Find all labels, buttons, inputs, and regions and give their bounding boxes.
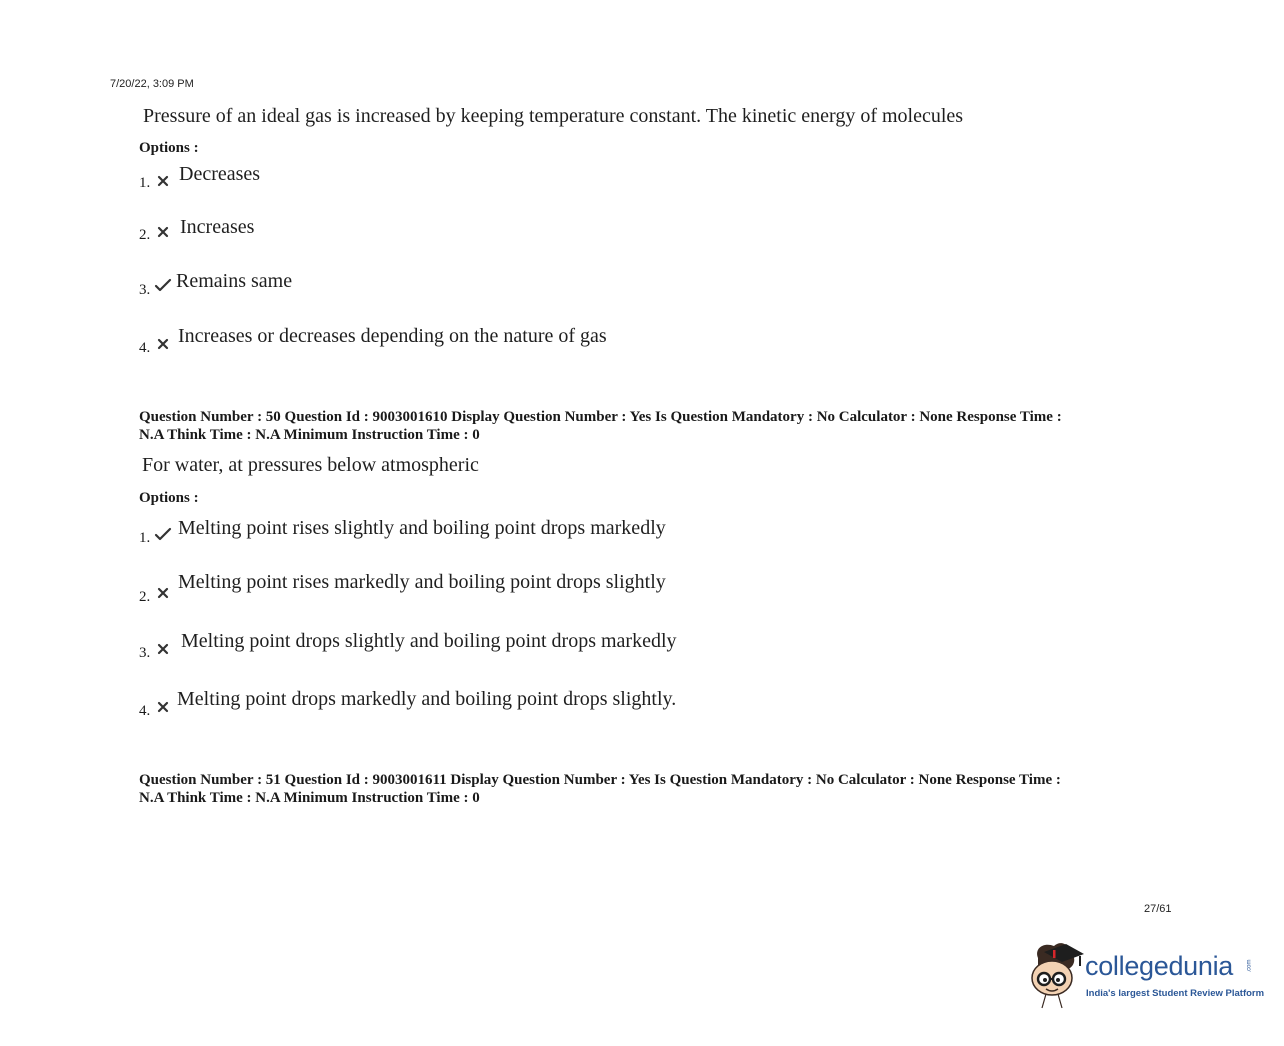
q49-option-1-text: Decreases bbox=[179, 163, 261, 185]
q49-option-4-text: Increases or decreases depending on the nature of gas bbox=[178, 325, 607, 347]
q50-option-3-text: Melting point drops slightly and boiling point drops markedly bbox=[181, 630, 677, 652]
brand-tagline: India's largest Student Review Platform bbox=[1086, 988, 1265, 999]
cross-mark-icon bbox=[156, 700, 170, 714]
q49-option-2-text: Increases bbox=[180, 216, 255, 238]
q50-option-4-text: Melting point drops markedly and boiling point drops slightly. bbox=[177, 688, 677, 710]
q49-option-3-number: 3. bbox=[139, 282, 151, 298]
question-49-text: Pressure of an ideal gas is increased by keeping temperature constant. The kinetic energy of molecules bbox=[143, 105, 964, 127]
cross-mark-icon bbox=[156, 642, 170, 656]
check-mark-icon bbox=[154, 527, 172, 541]
cross-mark-icon bbox=[156, 586, 170, 600]
question-50-meta-line-2: N.A Think Time : N.A Minimum Instruction Time : 0 bbox=[139, 427, 480, 443]
question-51-meta bbox=[139, 771, 1149, 807]
brand-wordmark: collegedunia bbox=[1085, 951, 1234, 981]
question-50-meta bbox=[139, 408, 1149, 444]
q50-option-1-text: Melting point rises slightly and boiling point drops markedly bbox=[178, 517, 666, 539]
question-51-meta-line-2: N.A Think Time : N.A Minimum Instruction Time : 0 bbox=[139, 790, 480, 806]
question-50-text: For water, at pressures below atmospheric bbox=[142, 454, 479, 476]
mascot-logo-icon bbox=[1024, 938, 1086, 1010]
q50-option-4-number: 4. bbox=[139, 703, 151, 719]
q49-option-1-number: 1. bbox=[139, 175, 151, 191]
cross-mark-icon bbox=[156, 225, 170, 239]
cross-mark-icon bbox=[156, 337, 170, 351]
q50-option-1-number: 1. bbox=[139, 530, 151, 546]
q49-option-4-number: 4. bbox=[139, 340, 151, 356]
q50-option-2-text: Melting point rises markedly and boiling point drops slightly bbox=[178, 571, 666, 593]
q50-option-3-number: 3. bbox=[139, 645, 151, 661]
q49-option-2-number: 2. bbox=[139, 227, 151, 243]
brand-suffix: .com bbox=[1246, 959, 1253, 973]
check-mark-icon bbox=[154, 278, 172, 292]
question-50-meta-line-1: Question Number : 50 Question Id : 9003001610 Display Question Number : Yes Is Question Mandatory : No Calculator : None Response Time : bbox=[139, 409, 1062, 425]
question-51-meta-line-1: Question Number : 51 Question Id : 9003001611 Display Question Number : Yes Is Question Mandatory : No Calculator : None Response Time : bbox=[139, 772, 1061, 788]
q49-options-label: Options : bbox=[139, 140, 199, 156]
cross-mark-icon bbox=[156, 174, 170, 188]
q49-option-3-text: Remains same bbox=[176, 270, 293, 292]
q50-option-2-number: 2. bbox=[139, 589, 151, 605]
print-timestamp: 7/20/22, 3:09 PM bbox=[110, 78, 194, 90]
page-number: 27/61 bbox=[1144, 903, 1172, 915]
q50-options-label: Options : bbox=[139, 490, 199, 506]
